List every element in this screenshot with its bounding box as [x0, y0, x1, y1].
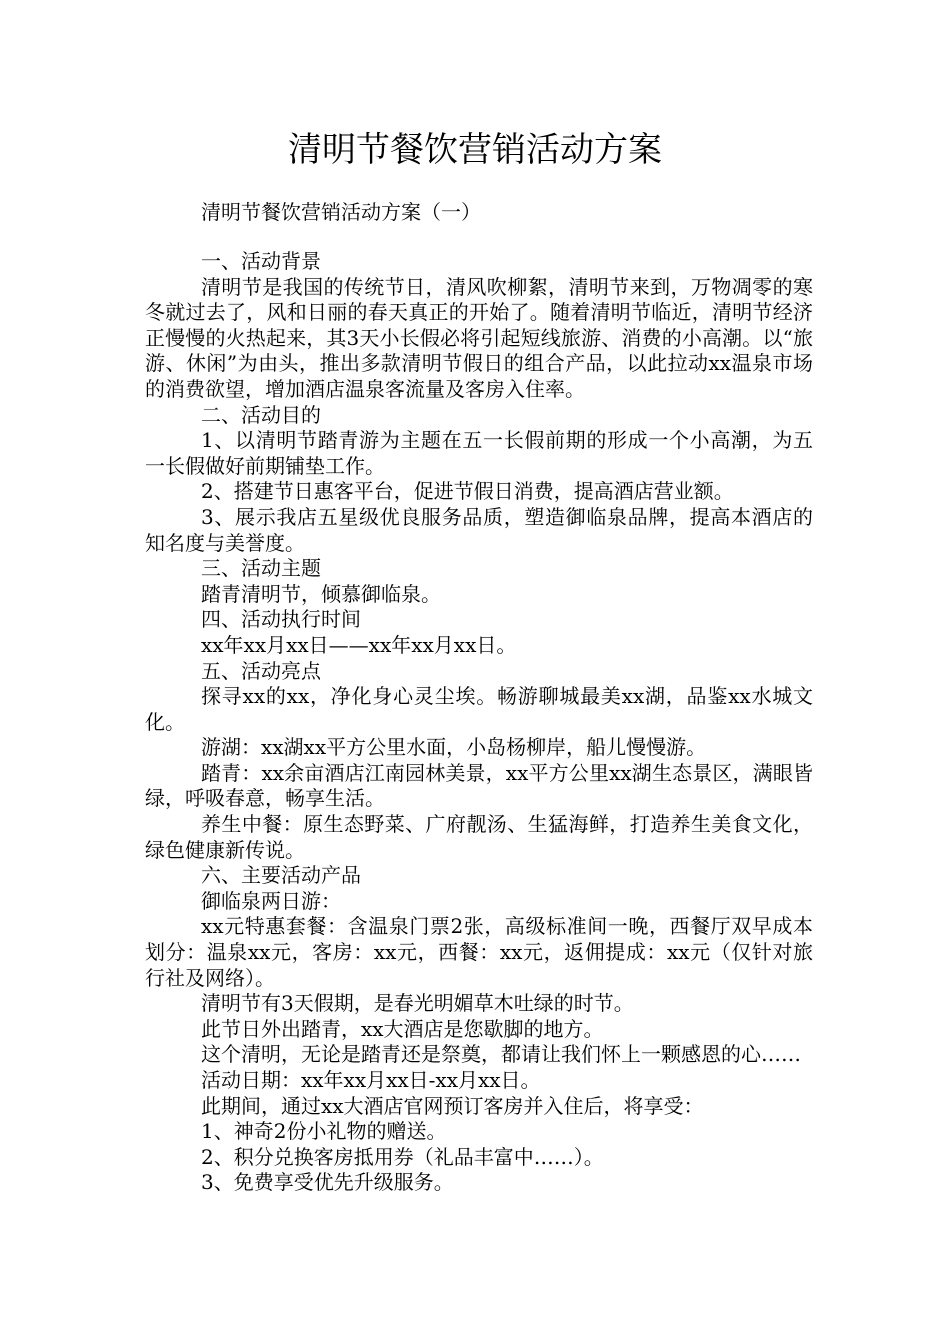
document-body [145, 249, 813, 1196]
body-paragraph: 探寻xx的xx，净化身心灵尘埃。畅游聊城最美xx湖，品鉴xx水城文化。 [145, 684, 813, 734]
document-subtitle: 清明节餐饮营销活动方案（一） [201, 200, 481, 224]
section-heading: 一、活动背景 [201, 249, 321, 273]
body-paragraph: 御临泉两日游： [201, 888, 341, 913]
body-paragraph: 养生中餐：原生态野菜、广府靓汤、生猛海鲜，打造养生美食文化，绿色健康新传说。 [145, 812, 813, 862]
body-paragraph: 3、展示我店五星级优良服务品质，塑造御临泉品牌，提高本酒店的知名度与美誉度。 [145, 504, 813, 555]
section-heading: 四、活动执行时间 [201, 607, 361, 632]
body-paragraph: 这个清明，无论是踏青还是祭奠，都请让我们怀上一颗感恩的心…… [201, 1042, 801, 1067]
body-paragraph: 2、搭建节日惠客平台，促进节假日消费，提高酒店营业额。 [201, 479, 734, 504]
body-paragraph: xx年xx月xx日——xx年xx月xx日。 [201, 632, 517, 657]
body-paragraph: 游湖：xx湖xx平方公里水面，小岛杨柳岸，船儿慢慢游。 [201, 735, 707, 760]
body-paragraph: 踏青清明节，倾慕御临泉。 [201, 581, 441, 606]
section-heading: 五、活动亮点 [201, 658, 321, 683]
body-paragraph: 踏青：xx余亩酒店江南园林美景，xx平方公里xx湖生态景区，满眼皆绿，呼吸春意，畅享生活。 [145, 760, 813, 811]
body-paragraph: 清明节有3天假期，是春光明媚草木吐绿的时节。 [201, 991, 634, 1016]
body-paragraph: 3、免费享受优先升级服务。 [201, 1170, 454, 1195]
section-heading: 三、活动主题 [201, 556, 321, 581]
body-paragraph: 1、神奇2份小礼物的赠送。 [201, 1119, 447, 1144]
body-paragraph: xx元特惠套餐：含温泉门票2张，高级标准间一晚，西餐厅双早成本划分：温泉xx元，客房：xx元，西餐：xx元，返佣提成：xx元（仅针对旅行社及网络）。 [145, 914, 813, 990]
body-paragraph: 1、以清明节踏青游为主题在五一长假前期的形成一个小高潮，为五一长假做好前期铺垫工作。 [145, 428, 813, 478]
body-paragraph: 此期间，通过xx大酒店官网预订客房并入住后，将享受： [201, 1093, 704, 1118]
section-heading: 六、主要活动产品 [201, 863, 361, 888]
document-title: 清明节餐饮营销活动方案 [288, 130, 662, 170]
body-paragraph: 活动日期：xx年xx月xx日-xx月xx日。 [201, 1068, 541, 1092]
body-paragraph: 此节日外出踏青，xx大酒店是您歇脚的地方。 [201, 1016, 604, 1041]
body-paragraph: 2、积分兑换客房抵用券（礼品丰富中……）。 [201, 1144, 604, 1169]
body-paragraph: 清明节是我国的传统节日，清风吹柳絮，清明节来到，万物凋零的寒冬就过去了，风和日丽的春天真正的开始了。随着清明节临近，清明节经济正慢慢的火热起来，其3天小长假必将引起短线旅游、消费的小高潮。以“旅游、休闲”为由头，推出多款清明节假日的组合产品，以此拉动xx温泉市场的消费欲望，增加酒店温泉客流量及客房入住率。 [145, 274, 813, 401]
section-heading: 二、活动目的 [201, 402, 321, 427]
